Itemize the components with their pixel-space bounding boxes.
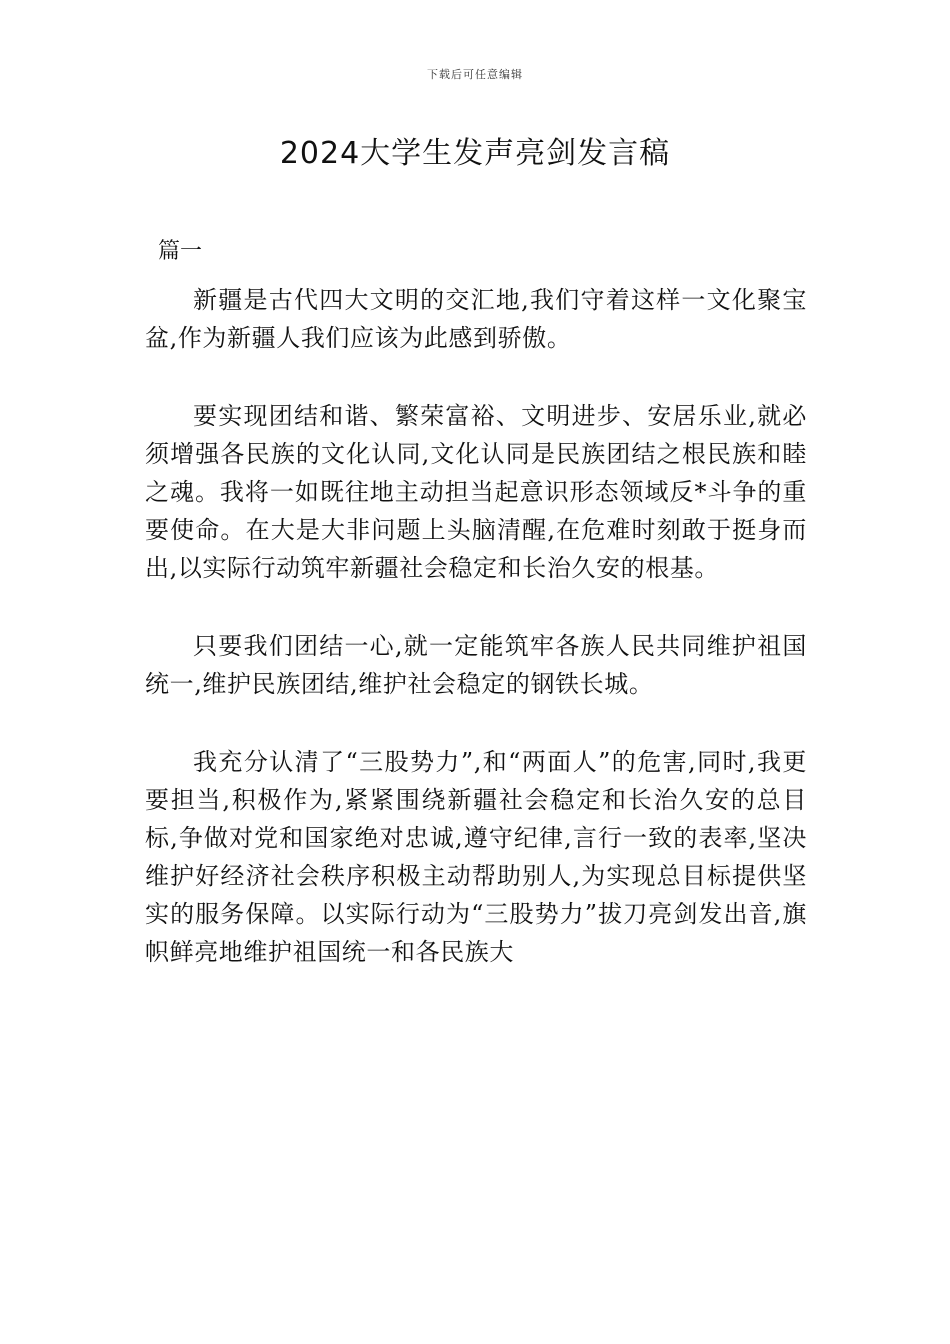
paragraph-4: 我充分认清了“三股势力”,和“两面人”的危害,同时,我更要担当,积极作为,紧紧围绕新疆社会稳定和长治久安的总目标,争做对党和国家绝对忠诚,遵守纪律,言行一致的表率,坚决维护好经济社会秩序积极主动帮助别人,为实现总目标提供坚实的服务保障。以实际行动为“三股势力”拔刀亮剑发出音,旗帜鲜亮地维护祖国统一和各民族大 xyxy=(145,748,807,966)
document-body xyxy=(145,281,807,971)
paragraph-3: 只要我们团结一心,就一定能筑牢各族人民共同维护祖国统一,维护民族团结,维护社会稳定的钢铁长城。 xyxy=(145,632,807,698)
header-note: 下载后可任意编辑 xyxy=(427,68,523,81)
paragraph-1: 新疆是古代四大文明的交汇地,我们守着这样一文化聚宝盆,作为新疆人我们应该为此感到骄傲。 xyxy=(145,286,807,352)
paragraph-2: 要实现团结和谐、繁荣富裕、文明进步、安居乐业,就必须增强各民族的文化认同,文化认同是民族团结之根民族和睦之魂。我将一如既往地主动担当起意识形态领域反*斗争的重要使命。在大是大非问题上头脑清醒,在危难时刻敢于挺身而出,以实际行动筑牢新疆社会稳定和长治久安的根基。 xyxy=(145,402,807,582)
section-label: 篇一 xyxy=(158,239,203,264)
document-title: 2024大学生发声亮剑发言稿 xyxy=(279,136,671,171)
